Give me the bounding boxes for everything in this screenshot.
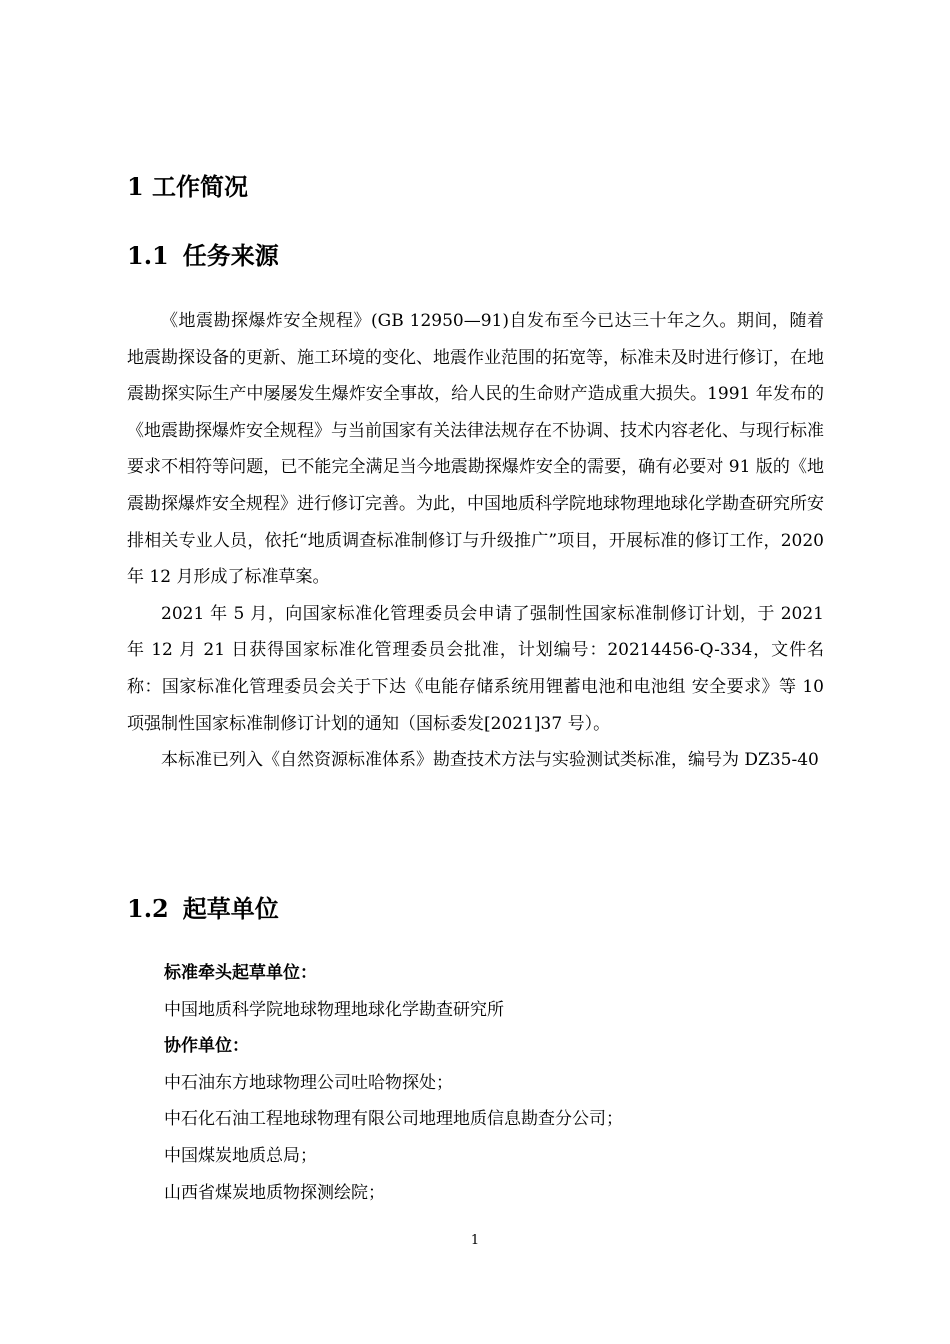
section-title: 任务来源	[182, 241, 279, 270]
section-title: 起草单位	[182, 894, 279, 923]
section-number: 1.2	[127, 894, 169, 923]
paragraph-plan-approval: 2021 年 5 月，向国家标准化管理委员会申请了强制性国家标准制修订计划，于 2021 年 12 月 21 日获得国家标准化管理委员会批准，计划编号：20214456-Q-334，文件名称：国家标准化管理委员会关于下达《电能存储系统用锂蓄电池和电池组 安全要求》等 10 项强制性国家标准制修订计划的通知（国标委发[2021]37 号）。	[127, 603, 824, 734]
drafting-units-list	[164, 955, 824, 1211]
chapter-heading: 1 工作简况	[127, 172, 249, 201]
coop-unit-item: 山西省煤炭地质物探测绘院；	[164, 1182, 385, 1203]
coop-unit-item: 中石化石油工程地球物理有限公司地理地质信息勘查分公司；	[164, 1109, 623, 1130]
page-number: 1	[470, 1233, 480, 1248]
section-heading-drafting-units	[127, 892, 279, 926]
coop-unit-label: 协作单位：	[164, 1036, 249, 1057]
coop-unit-item: 中国煤炭地质总局；	[164, 1145, 317, 1166]
task-source-body	[127, 303, 824, 779]
section-heading-task-source	[127, 239, 279, 273]
paragraph-background: 《地震勘探爆炸安全规程》(GB 12950—91)自发布至今已达三十年之久。期间，随着地震勘探设备的更新、施工环境的变化、地震作业范围的拓宽等，标准未及时进行修订，在地震勘探实际生产中屡屡发生爆炸安全事故，给人民的生命财产造成重大损失。1991 年发布的《地震勘探爆炸安全规程》与当前国家有关法律法规存在不协调、技术内容老化、与现行标准要求不相符等问题，已不能完全满足当今地震勘探爆炸安全的需要，确有必要对 91 版的《地震勘探爆炸安全规程》进行修订完善。为此，中国地质科学院地球物理地球化学勘查研究所安排相关专业人员，依托“地质调查标准制修订与升级推广”项目，开展标准的修订工作，2020 年 12 月形成了标准草案。	[127, 311, 824, 588]
section-number: 1.1	[127, 241, 169, 270]
paragraph-standard-system: 本标准已列入《自然资源标准体系》勘查技术方法与实验测试类标准，编号为 DZ35-40	[161, 750, 819, 771]
coop-unit-item: 中石油东方地球物理公司吐哈物探处；	[164, 1072, 453, 1093]
lead-unit: 中国地质科学院地球物理地球化学勘查研究所	[164, 999, 504, 1020]
lead-unit-label: 标准牵头起草单位：	[164, 963, 317, 983]
